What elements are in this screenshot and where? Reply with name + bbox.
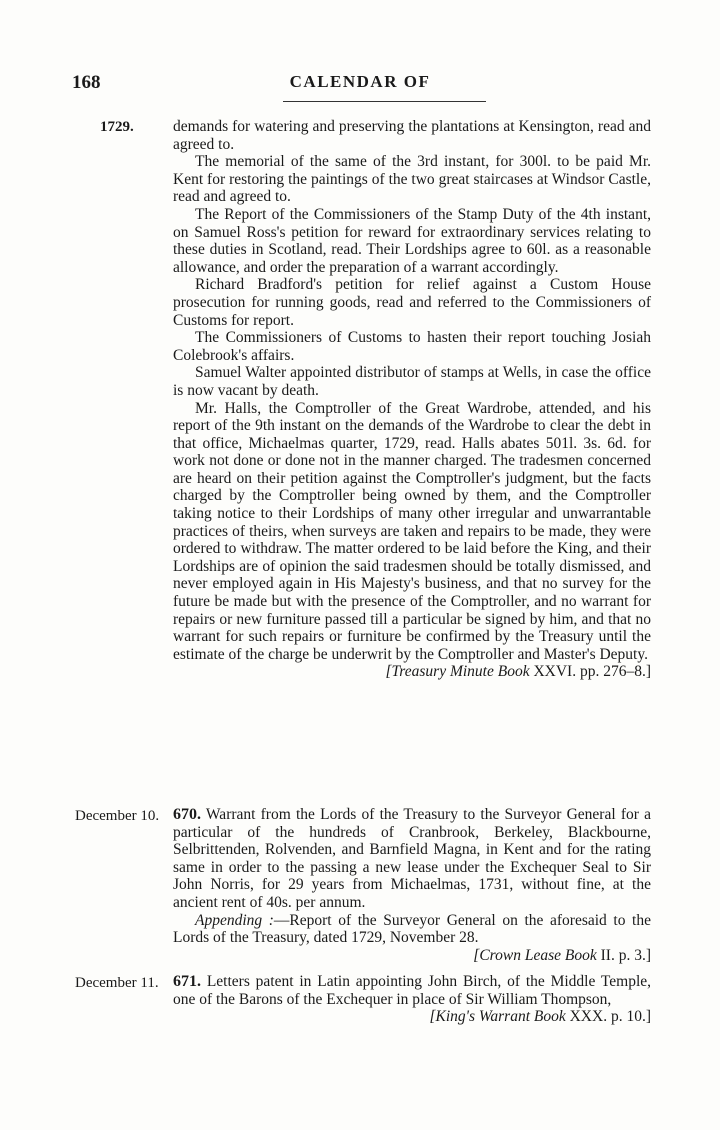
minute-body (173, 118, 651, 681)
paragraph: Mr. Halls, the Comptroller of the Great Wardrobe, attended, and his report of the 9th instant on the demands of the Wardrobe to clear the debt in that office, Michaelmas quarter, 1729, read. Halls abates 501l. 3s. 6d. for work not done or done not in the manner charged. The tradesmen concerned are heard on their petition against the Comptroller's judgment, but the facts charged by the Comptroller being owned by them, and the Comptroller taking notice to their Lordships of many other irregular and unwarrantable practices of theirs, when surveys are taken and repairs to be made, they were ordered to withdraw. The matter ordered to be laid before the King, and their Lordships are of opinion the said tradesmen should be totally dismissed, and never employed again in His Majesty's business, and that no survey for the future be made but with the presence of the Comptroller, and no warrant for repairs or new furniture passed till a particular be signed by him, and that no warrant for such repairs or furniture be confirmed by the Treasury until the estimate of the charge be underwrit by the Comptroller and Master's Deputy. (173, 399, 651, 663)
citation: [Crown Lease Book II. p. 3.] (473, 946, 651, 964)
page-header (0, 72, 720, 102)
citation: [King's Warrant Book XXX. p. 10.] (429, 1008, 651, 1026)
citation-book: King's Warrant Book (435, 1008, 566, 1026)
paragraph: Richard Bradford's petition for relief against a Custom House prosecution for running goods, read and referred to the Commissioners of Customs for report. (173, 276, 651, 329)
entry-671 (173, 973, 651, 1026)
paragraph: The Commissioners of Customs to hasten their report touching Josiah Colebrook's affairs. (173, 329, 651, 364)
entry-text: Warrant from the Lords of the Treasury to the Surveyor General for a particular of the hundreds of Cranbrook, Berkeley, Blackbourne, Selbrittenden, Rolvenden, and Barnfield Magna, in Kent and for the rating same in order to the passing a new lease under the Exchequer Seal to Sir John Norris, for 29 years from Michaelmas, 1731, without fine, at the ancient rent of 40s. per annum. (173, 806, 651, 911)
entry-date: December 11. (75, 975, 159, 991)
paragraph: The memorial of the same of the 3rd instant, for 300l. to be paid Mr. Kent for restoring the paintings of the two great staircases at Windsor Castle, read and agreed to. (173, 153, 651, 206)
margin-year: 1729. (100, 119, 134, 135)
citation-book: Crown Lease Book (479, 946, 597, 964)
entry-number: 670. (173, 806, 201, 823)
paragraph: The Report of the Commissioners of the Stamp Duty of the 4th instant, on Samuel Ross's petition for reward for extraordinary services relating to these duties in Scotland, read. Their Lordships agree to 60l. as a reasonable allowance, and order the preparation of a warrant accordingly. (173, 205, 651, 276)
entry-text: Letters patent in Latin appointing John Birch, of the Middle Temple, one of the Barons of the Exchequer in place of Sir William Thompson, (173, 973, 652, 1008)
running-title: CALENDAR OF (289, 72, 431, 91)
entry-date: December 10. (75, 808, 160, 824)
paragraph: demands for watering and preserving the plantations at Kensington, read and agreed to. (173, 118, 651, 153)
citation-book: Treasury Minute Book (391, 663, 530, 681)
paragraph: Samuel Walter appointed distributor of stamps at Wells, in case the office is now vacant by death. (173, 364, 651, 399)
header-rule (283, 101, 486, 102)
entry-number: 671. (173, 973, 201, 990)
entry-670 (173, 806, 651, 964)
page-number: 168 (72, 72, 101, 93)
appending-label: Appending : (195, 911, 274, 929)
citation: [Treasury Minute Book XXVI. pp. 276–8.] (385, 663, 651, 681)
appending-text: —Report of the Surveyor General on the aforesaid to the Lords of the Treasury, dated 1729, November 28. (173, 911, 651, 947)
